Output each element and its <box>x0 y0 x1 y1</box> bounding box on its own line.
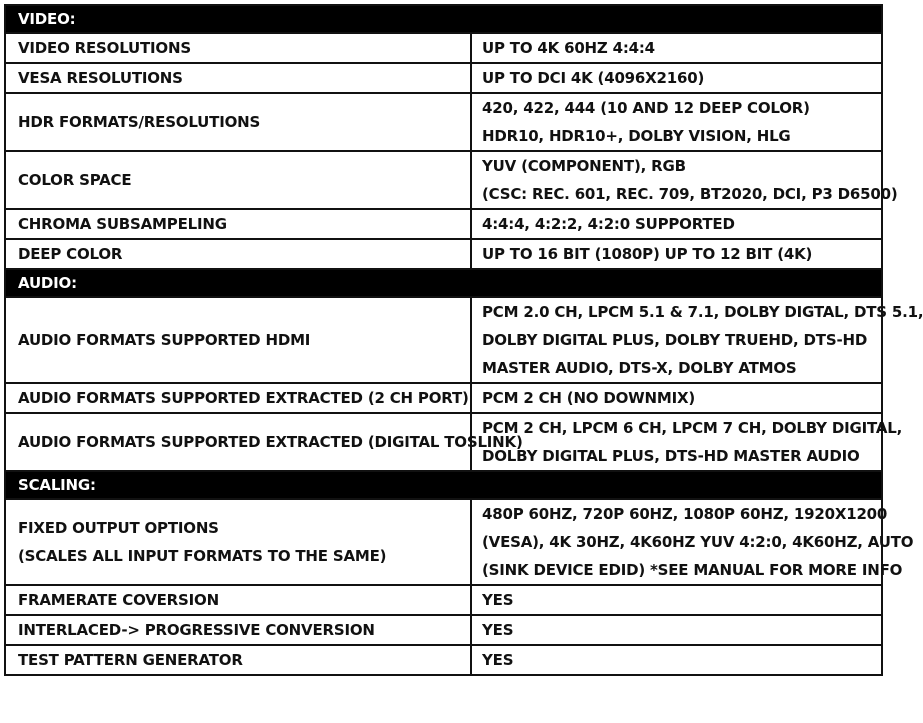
spec-label <box>5 499 471 585</box>
spec-value-line: UP TO 16 BIT (1080P) UP TO 12 BIT (4K) <box>482 245 813 263</box>
spec-label: AUDIO FORMATS SUPPORTED HDMI <box>5 297 471 383</box>
spec-label: COLOR SPACE <box>5 151 471 209</box>
spec-value-line: YES <box>482 621 514 639</box>
spec-label: CHROMA SUBSAMPELING <box>5 209 471 239</box>
spec-value-line: 4:4:4, 4:2:2, 4:2:0 SUPPORTED <box>482 215 735 233</box>
spec-value <box>471 297 923 383</box>
spec-row <box>5 151 882 209</box>
spec-row <box>5 239 882 269</box>
spec-label: INTERLACED-> PROGRESSIVE CONVERSION <box>5 615 471 645</box>
spec-value-line: (VESA), 4K 30HZ, 4K60HZ YUV 4:2:0, 4K60HZ, AUTO <box>482 533 914 551</box>
spec-row <box>5 297 882 383</box>
spec-label: FRAMERATE COVERSION <box>5 585 471 615</box>
spec-row <box>5 209 882 239</box>
section-title: AUDIO: <box>5 269 882 297</box>
section-header-video <box>5 5 882 33</box>
spec-label-line: FIXED OUTPUT OPTIONS <box>18 519 219 537</box>
spec-label: TEST PATTERN GENERATOR <box>5 645 471 675</box>
section-header-audio <box>5 269 882 297</box>
spec-value <box>471 413 903 471</box>
spec-value-line: MASTER AUDIO, DTS-X, DOLBY ATMOS <box>482 359 797 377</box>
spec-value-line: PCM 2 CH (NO DOWNMIX) <box>482 389 696 407</box>
spec-value-line: YES <box>482 591 514 609</box>
section-title: VIDEO: <box>5 5 882 33</box>
spec-value-line: PCM 2.0 CH, LPCM 5.1 & 7.1, DOLBY DIGTAL, DTS 5.1, <box>482 303 923 321</box>
spec-row <box>5 645 882 675</box>
spec-row <box>5 413 882 471</box>
spec-value <box>471 645 882 675</box>
spec-value <box>471 585 882 615</box>
spec-value-line: DOLBY DIGITAL PLUS, DTS-HD MASTER AUDIO <box>482 447 860 465</box>
spec-label-line: (SCALES ALL INPUT FORMATS TO THE SAME) <box>18 547 387 565</box>
spec-value-line: YUV (COMPONENT), RGB <box>482 157 686 175</box>
spec-value-line: UP TO 4K 60HZ 4:4:4 <box>482 39 655 57</box>
spec-row <box>5 63 882 93</box>
spec-row <box>5 33 882 63</box>
spec-row <box>5 499 882 585</box>
spec-value-line: YES <box>482 651 514 669</box>
spec-value <box>471 239 882 269</box>
spec-value <box>471 209 882 239</box>
spec-value-line: 480P 60HZ, 720P 60HZ, 1080P 60HZ, 1920X1200 <box>482 505 888 523</box>
spec-value-line: DOLBY DIGITAL PLUS, DOLBY TRUEHD, DTS-HD <box>482 331 868 349</box>
spec-value-line: PCM 2 CH, LPCM 6 CH, LPCM 7 CH, DOLBY DIGITAL, <box>482 419 903 437</box>
spec-value <box>471 63 882 93</box>
spec-table <box>4 4 923 676</box>
spec-value <box>471 615 882 645</box>
spec-value <box>471 33 882 63</box>
spec-value <box>471 151 898 209</box>
spec-label: AUDIO FORMATS SUPPORTED EXTRACTED (2 CH PORT) <box>5 383 471 413</box>
spec-value-line: (SINK DEVICE EDID) *SEE MANUAL FOR MORE INFO <box>482 561 903 579</box>
spec-row <box>5 615 882 645</box>
spec-label: VESA RESOLUTIONS <box>5 63 471 93</box>
spec-row <box>5 93 882 151</box>
spec-label: HDR FORMATS/RESOLUTIONS <box>5 93 471 151</box>
spec-label: DEEP COLOR <box>5 239 471 269</box>
spec-value-line: UP TO DCI 4K (4096X2160) <box>482 69 705 87</box>
spec-row <box>5 383 882 413</box>
section-header-scaling <box>5 471 882 499</box>
spec-label: AUDIO FORMATS SUPPORTED EXTRACTED (DIGITAL TOSLINK) <box>5 413 471 471</box>
spec-value-line: 420, 422, 444 (10 AND 12 DEEP COLOR) <box>482 99 810 117</box>
spec-value-line: HDR10, HDR10+, DOLBY VISION, HLG <box>482 127 791 145</box>
spec-row <box>5 585 882 615</box>
spec-value <box>471 383 882 413</box>
section-title: SCALING: <box>5 471 882 499</box>
spec-value <box>471 499 914 585</box>
spec-value-line: (CSC: REC. 601, REC. 709, BT2020, DCI, P3 D6500) <box>482 185 898 203</box>
spec-table-body <box>5 5 923 675</box>
spec-label: VIDEO RESOLUTIONS <box>5 33 471 63</box>
spec-value <box>471 93 882 151</box>
